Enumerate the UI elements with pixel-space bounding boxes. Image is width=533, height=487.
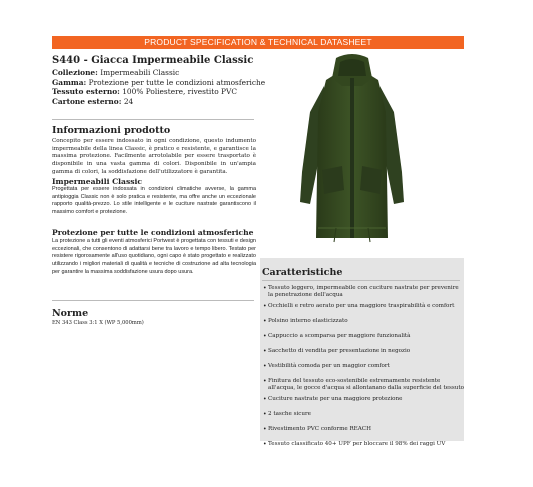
bullet-icon: •: [263, 411, 267, 418]
feature-text: Tessuto leggero, impermeabile con cuciture nastrate per prevenire la penetrazione dell'acqua: [268, 285, 459, 298]
list-item: [260, 441, 464, 448]
feature-text: Polsino interno elasticizzato: [268, 318, 348, 324]
list-item: [260, 333, 464, 340]
list-item: [260, 411, 464, 418]
info-text: Concepito per essere indossato in ogni condizione, questo indumento impermeabile della linea Classic, è pratico e resistente, e garantisce la massima protezione. Facilmente arrotolabile per essere trasportato è disponibile in una vasta gamma di colori. Disponibile in un'ampia gamma di colori, la soddisfazione dell'utilizzatore è garantita.: [52, 138, 256, 175]
feature-text: Cappuccio a scomparsa per maggiore funzionalità: [268, 333, 411, 339]
features-panel: [260, 258, 465, 448]
divider: [262, 280, 460, 281]
spec-label: Collezione:: [52, 68, 98, 77]
spec-value: 100% Poliestere, rivestito PVC: [122, 87, 237, 97]
feature-text: Rivestimento PVC conforme REACH: [268, 426, 371, 432]
spec-value: Impermeabili Classic: [100, 68, 180, 77]
divider: [52, 300, 254, 301]
bullet-icon: •: [263, 348, 267, 355]
norms-title: Norme: [52, 308, 89, 319]
protection-text: La protezione a tutti gli eventi atmosferici Portwest è progettata con tessuti e design eccezionali, che consentono di adattarsi bene tra lavoro e tempo libero. Testato per resistere rigorosamente all'uso quotidiano, ogni capo è stato progettato e realizzato utilizzando i migliori materiali di qualità e tecniche di costruzione ad alta tecnologia per garantire la massima soddisfazione usura dopo usura.: [52, 238, 256, 275]
spec-collection: [52, 68, 282, 78]
feature-text: Vestibilità comoda per un maggior comfort: [268, 363, 390, 369]
spec-value: Protezione per tutte le condizioni atmosferiche: [88, 77, 266, 87]
feature-text: 2 tasche sicure: [268, 411, 311, 417]
bullet-icon: •: [263, 285, 267, 292]
list-item: [260, 303, 464, 310]
norms-text: EN 343 Class 3:1 X (WP 5,000mm): [52, 320, 144, 326]
list-item: [260, 378, 464, 392]
feature-text: Sacchetto di vendita per presentazione in negozio: [268, 348, 411, 354]
classic-text: Progettata per essere indossata in condizioni climatiche avverse, la gamma antipioggia Classic non è solo pratica e resistente, ma offre anche un eccezionale rapporto qualità-prezzo. Lo stile intelligente e le cuciture nastrate garantiscono il massimo comfort e protezione.: [52, 186, 256, 216]
list-item: [260, 285, 464, 299]
feature-text: Cuciture nastrate per una maggiore protezione: [268, 396, 403, 402]
list-item: [260, 318, 464, 325]
bullet-icon: •: [263, 333, 267, 340]
product-title: S440 - Giacca Impermeabile Classic: [52, 55, 254, 66]
bullet-icon: •: [263, 378, 267, 385]
spec-label: Tessuto esterno:: [52, 87, 120, 97]
bullet-icon: •: [263, 441, 267, 448]
features-list: [260, 285, 464, 448]
jacket-image: [296, 52, 408, 248]
spec-label: Gamma:: [52, 77, 87, 87]
spec-range: [52, 78, 282, 88]
feature-text: Finitura del tessuto eco-sostenibile estremamente resistente all'acqua, le gocce d'acqua si allontanano dalla superficie del tessuto: [268, 378, 465, 391]
bullet-icon: •: [263, 303, 267, 310]
list-item: [260, 363, 464, 370]
datasheet-banner: PRODUCT SPECIFICATION & TECHNICAL DATASHEET: [52, 36, 464, 49]
feature-text: Occhielli e retro aerato per una maggiore traspirabilità e comfort: [268, 303, 455, 309]
bullet-icon: •: [263, 318, 267, 325]
spec-carton: [52, 97, 282, 107]
bullet-icon: •: [263, 426, 267, 433]
spec-outer-fabric: [52, 87, 282, 97]
divider: [52, 119, 254, 120]
features-title: Caratteristiche: [262, 267, 343, 278]
spec-value: 24: [123, 96, 134, 106]
list-item: [260, 348, 464, 355]
bullet-icon: •: [263, 396, 267, 403]
bullet-icon: •: [263, 363, 267, 370]
list-item: [260, 396, 464, 403]
protection-title: Protezione per tutte le condizioni atmosferiche: [52, 228, 254, 237]
feature-text: Tessuto classificato 40+ UPF per bloccare il 98% dei raggi UV: [268, 441, 446, 447]
classic-subtitle: Impermeabili Classic: [52, 177, 143, 186]
spec-label: Cartone esterno:: [52, 96, 122, 106]
product-header: [52, 54, 282, 106]
list-item: [260, 426, 464, 433]
info-title: Informazioni prodotto: [52, 125, 171, 136]
